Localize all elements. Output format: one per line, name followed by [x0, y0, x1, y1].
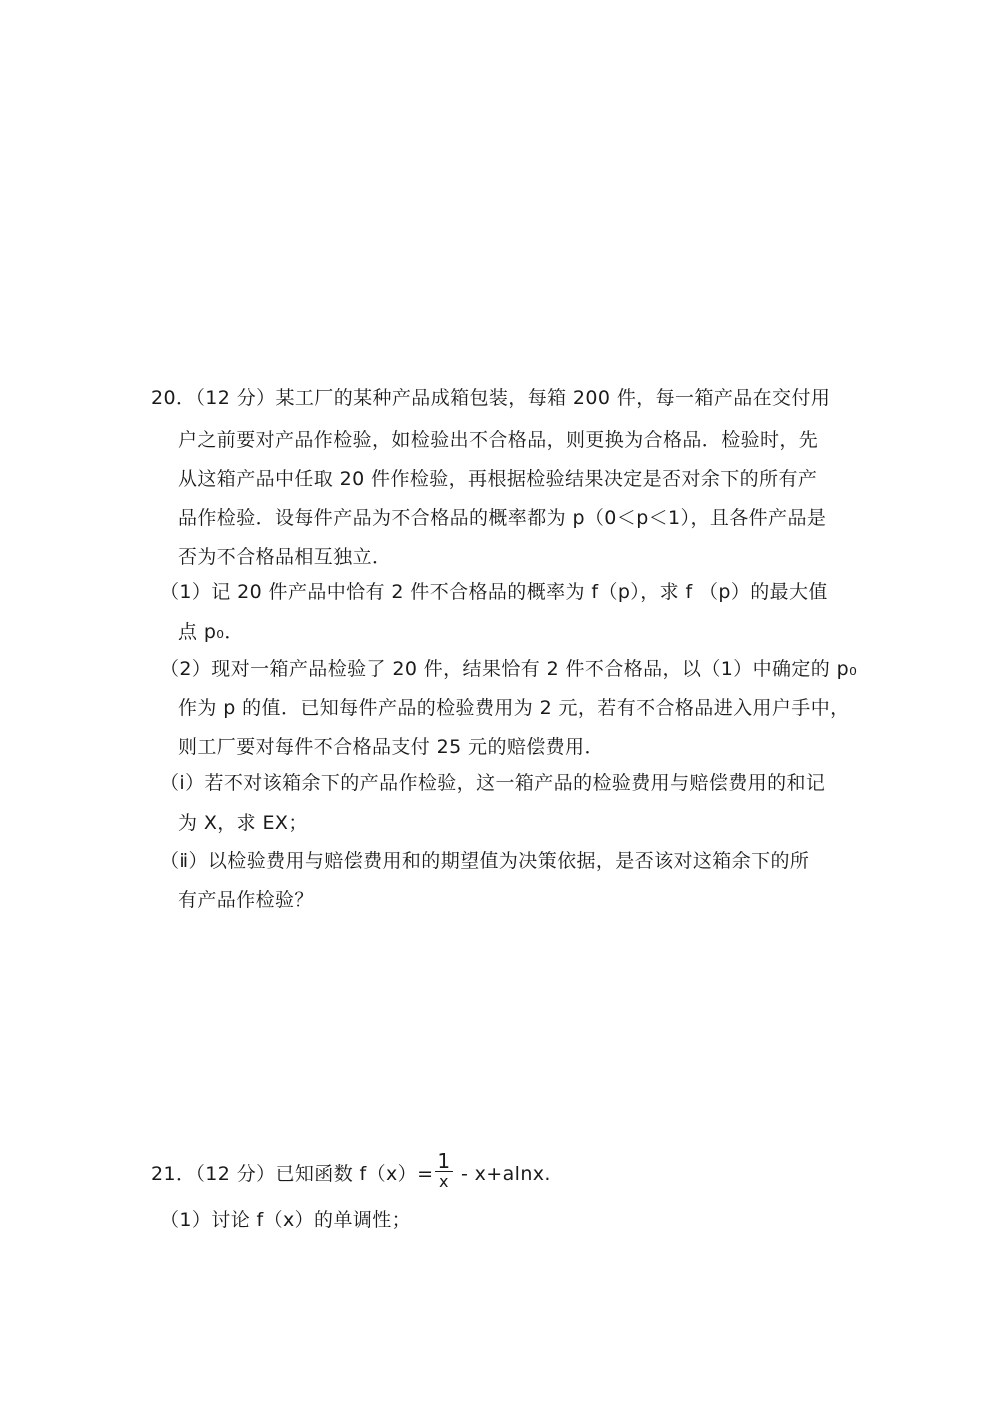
fraction-numerator: 1 [437, 1149, 451, 1173]
q20-part1-line-2: 点 p₀． [178, 621, 244, 643]
q20-sub-i-line-2: 为 X，求 EX； [178, 812, 308, 834]
q20-part1-line-1: （1）记 20 件产品中恰有 2 件不合格品的概率为 f（p），求 f （p）的最大值 [160, 581, 828, 603]
q20-part2-line-1: （2）现对一箱产品检验了 20 件，结果恰有 2 件不合格品，以（1）中确定的 p₀ [160, 658, 858, 680]
q20-sub-ii-line-2: 有产品作检验？ [178, 889, 314, 911]
q20-line-4: 品作检验．设每件产品为不合格品的概率都为 p（0＜p＜1），且各件产品是 [178, 507, 827, 529]
q20-line-2: 户之前要对产品作检验，如检验出不合格品，则更换为合格品．检验时，先 [178, 429, 819, 451]
q20-line-1: 20．（12 分）某工厂的某种产品成箱包装，每箱 200 件，每一箱产品在交付用 [151, 387, 831, 409]
q20-sub-ii-line-1: （ⅱ）以检验费用与赔偿费用和的期望值为决策依据，是否该对这箱余下的所 [160, 850, 810, 872]
fraction-one-over-x [435, 1151, 452, 1190]
q20-part2-line-2: 作为 p 的值．已知每件产品的检验费用为 2 元，若有不合格品进入用户手中， [178, 697, 850, 719]
q20-line-3: 从这箱产品中任取 20 件作检验，再根据检验结果决定是否对余下的所有产 [178, 468, 818, 490]
q21-stem-prefix: 21．（12 分）已知函数 f（x）= [151, 1163, 434, 1185]
q20-sub-i-line-1: （i）若不对该箱余下的产品作检验，这一箱产品的检验费用与赔偿费用的和记 [160, 772, 826, 794]
q20-line-5: 否为不合格品相互独立． [178, 546, 392, 568]
q21-stem [151, 1149, 551, 1194]
q21-stem-suffix: - x+alnx. [454, 1163, 551, 1185]
fraction-denominator: x [439, 1172, 449, 1191]
q20-part2-line-3: 则工厂要对每件不合格品支付 25 元的赔偿费用． [178, 736, 604, 758]
q21-part1: （1）讨论 f（x）的单调性； [160, 1209, 412, 1231]
